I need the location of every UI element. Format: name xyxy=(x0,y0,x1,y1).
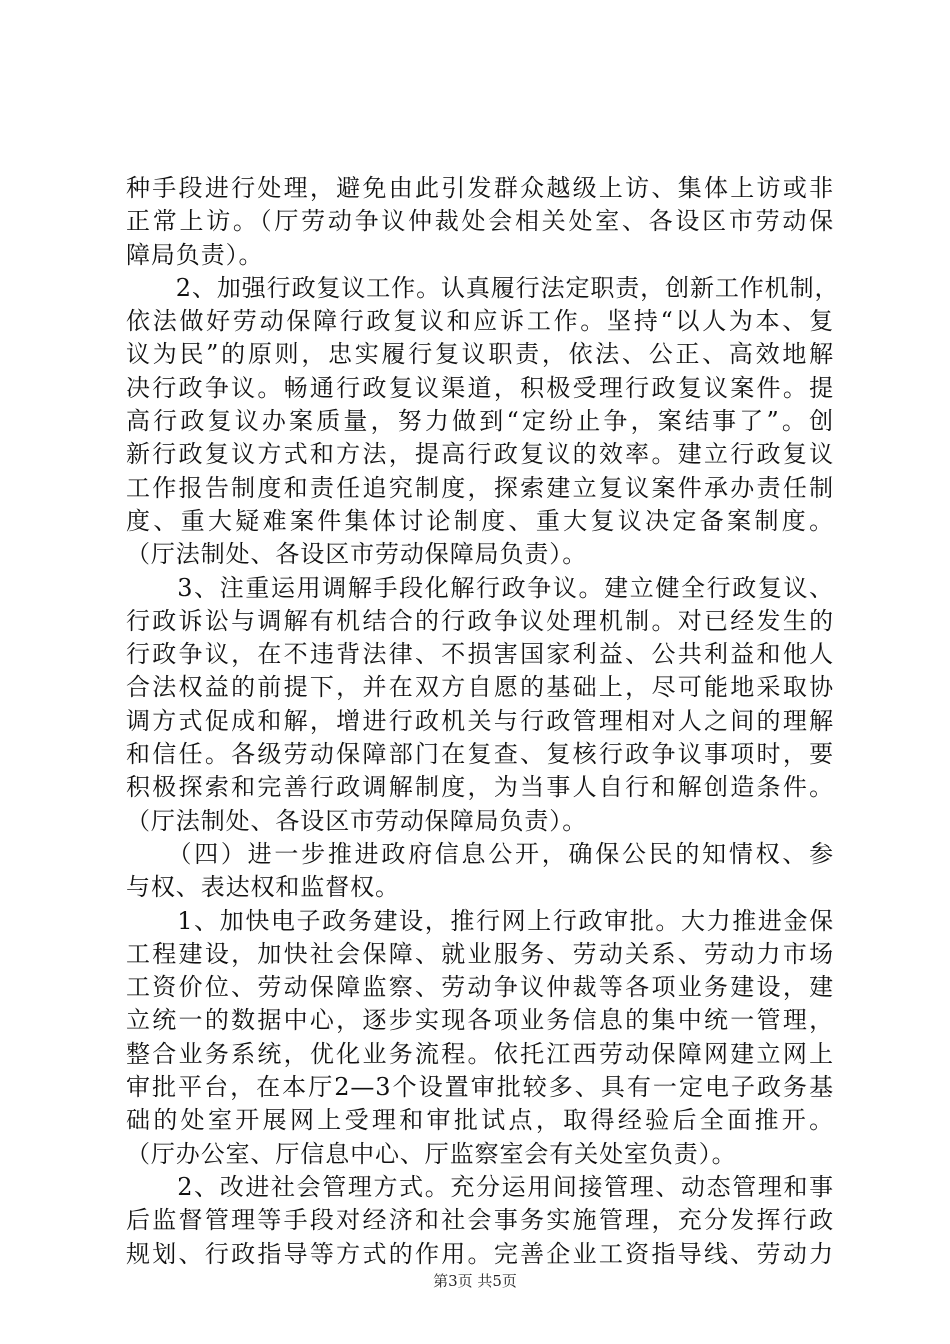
text-line: （四）进一步推进政府信息公开，确保公民的知情权、参 xyxy=(126,839,834,868)
text-line: 议为民”的原则，忠实履行复议职责，依法、公正、高效地解 xyxy=(126,340,834,369)
text-line: 行政争议，在不违背法律、不损害国家利益、公共利益和他人 xyxy=(126,640,834,669)
text-line: 立统一的数据中心，逐步实现各项业务信息的集中统一管理， xyxy=(126,1006,834,1035)
text-line: （厅法制处、各设区市劳动保障局负责）。 xyxy=(126,540,588,569)
text-line: 3、注重运用调解手段化解行政争议。建立健全行政复议、 xyxy=(126,573,834,602)
document-body xyxy=(126,172,840,1271)
text-line: 积极探索和完善行政调解制度，为当事人自行和解创造条件。 xyxy=(126,773,834,802)
text-line: 调方式促成和解，增进行政机关与行政管理相对人之间的理解 xyxy=(126,706,834,735)
text-line: 高行政复议办案质量，努力做到“定纷止争，案结事了”。创 xyxy=(126,407,834,436)
text-line: （厅法制处、各设区市劳动保障局负责）。 xyxy=(126,806,588,835)
text-line: 和信任。各级劳动保障部门在复查、复核行政争议事项时，要 xyxy=(126,740,834,769)
text-line: 规划、行政指导等方式的作用。完善企业工资指导线、劳动力 xyxy=(126,1239,834,1268)
text-line: 础的处室开展网上受理和审批试点，取得经验后全面推开。 xyxy=(126,1106,834,1135)
text-line: 种手段进行处理，避免由此引发群众越级上访、集体上访或非 xyxy=(126,174,834,202)
text-line: 整合业务系统，优化业务流程。依托江西劳动保障网建立网上 xyxy=(126,1039,834,1068)
text-line: 合法权益的前提下，并在双方自愿的基础上，尽可能地采取协 xyxy=(126,673,834,702)
text-line: 决行政争议。畅通行政复议渠道，积极受理行政复议案件。提 xyxy=(126,373,834,402)
text-line: 2、加强行政复议工作。认真履行法定职责，创新工作机制， xyxy=(126,273,840,302)
text-line: 工程建设，加快社会保障、就业服务、劳动关系、劳动力市场 xyxy=(126,939,834,968)
text-line: （厅办公室、厅信息中心、厅监察室会有关处室负责）。 xyxy=(126,1139,737,1168)
text-line: 度、重大疑难案件集体讨论制度、重大复议决定备案制度。 xyxy=(126,506,834,535)
text-line: 行政诉讼与调解有机结合的行政争议处理机制。对已经发生的 xyxy=(126,606,834,635)
text-line: 依法做好劳动保障行政复议和应诉工作。坚持“以人为本、复 xyxy=(126,307,834,336)
text-line: 障局负责）。 xyxy=(126,240,264,269)
text-line: 与权、表达权和监督权。 xyxy=(126,873,400,902)
page-footer: 第3页 共5页 xyxy=(433,1272,517,1290)
text-line: 工资价位、劳动保障监察、劳动争议仲裁等各项业务建设，建 xyxy=(126,973,834,1002)
text-line: 2、改进社会管理方式。充分运用间接管理、动态管理和事 xyxy=(126,1172,834,1201)
text-line: 1、加快电子政务建设，推行网上行政审批。大力推进金保 xyxy=(126,906,834,935)
text-line: 正常上访。（厅劳动争议仲裁处会相关处室、各设区市劳动保 xyxy=(126,207,834,236)
text-line: 工作报告制度和责任追究制度，探索建立复议案件承办责任制 xyxy=(126,473,834,502)
text-line: 新行政复议方式和方法，提高行政复议的效率。建立行政复议 xyxy=(126,440,834,469)
text-line: 后监督管理等手段对经济和社会事务实施管理，充分发挥行政 xyxy=(126,1206,834,1235)
text-line: 审批平台，在本厅2—3个设置审批较多、具有一定电子政务基 xyxy=(126,1073,834,1102)
